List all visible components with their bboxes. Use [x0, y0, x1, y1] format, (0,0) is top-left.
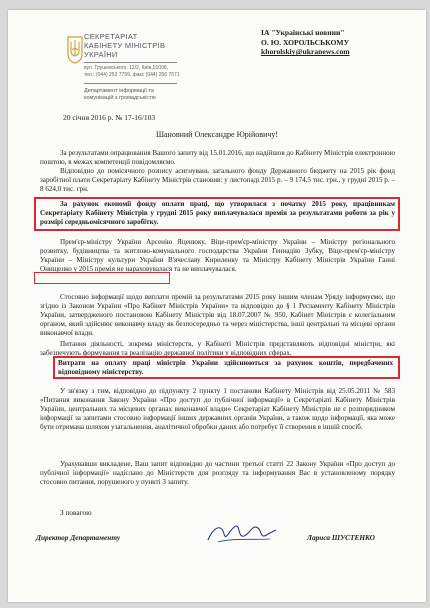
address-block — [84, 65, 180, 78]
org-line: КАБІНЕТУ МІНІСТРІВ — [84, 41, 166, 50]
highlight-box — [34, 272, 170, 284]
paragraph: Прем'єр-міністру України Арсенію Яценюку, Віце-прем'єр-міністру України – Міністру регіонального розвитку, будівництва та житлово-комунального господарства України Геннадію Зубку, Віце-прем'єр-міністру України – Міністру культури України В'ячеславу Кириленку та Міністру Кабінету Міністрів України Ганні Онищенко у 2015 премія не нараховувалася та не виплачувалася. — [40, 238, 395, 273]
greeting: Шановний Олександре Юрійовичу! — [155, 130, 279, 139]
signer-name: Лариса ШУСТЕНКО — [307, 533, 375, 542]
paragraph: Стосовно інформації щодо виплати премій за результатами 2015 року іншим членам Уряду інформуємо, що згідно із Законом України «Про Кабінет Міністрів України» та відповідно до § 1 Регламенту Кабінету Міністрів України, затвердженого постановою Кабінету Міністрів від 18.07.2007 № 950, Кабінет Міністрів є колегіальним органом, який здійснює виконавчу владу як безпосередньо та через міністерства, інші центральні та місцеві органи виконавчої влади. — [40, 293, 395, 337]
org-line: СЕКРЕТАРІАТ — [84, 32, 138, 41]
divider — [84, 83, 177, 84]
document-page — [8, 10, 426, 602]
paragraph: Урахувавши викладене, Ваш запит відповідно до частини третьої статті 22 Закону України «Про доступ до публічної інформації» надіслано до Міністерств для розгляду та інформування Вас в установленому порядку стосовно питання, порушеного у пункті 3 запиту. — [40, 460, 395, 486]
paragraph: Відповідно до помісячного розпису асигнувань загального фонду Державного бюджету на 2015 рік фонд заробітної плати Секретаріату Кабінету Міністрів становив: у листопаді 2015 р. – 9 174,5 тис. грн., у грудні 2015 р. – 8 624,0 тис. грн. — [40, 167, 395, 193]
organization-name — [84, 32, 165, 59]
registration-number: 20 січня 2016 р. № 17-16/103 — [63, 113, 156, 122]
recipient-block — [261, 28, 350, 57]
address-line: тел.: (044) 253 7799, факс (044) 256 7671 — [84, 71, 180, 78]
paragraph: Питання діяльності, зокрема міністерств, у Кабінеті Міністрів представляють відповідні міністри, які забезпечують формування та реалізацію державної політики у відповідних сферах. — [40, 340, 395, 357]
trident-emblem-icon — [66, 34, 84, 64]
signer-position: Директор Департаменту — [36, 533, 121, 542]
recipient-line: О. Ю. ХОРОЛЬСЬКОМУ — [261, 37, 350, 47]
closing: З повагою — [60, 508, 92, 517]
paragraph: У зв'язку з тим, відповідно до підпункту 2 пункту 1 постанови Кабінету Міністрів від 25.05.2011 № 583 «Питання виконання Закону України «Про доступ до публічної інформації» в Секретаріаті Кабінету Міністрів України, центральних та місцевих органах виконавчої влади» Секретаріат Кабінету Міністрів не є розпорядником інформації за запитами стосовно інформації інших державних органів України, а також щодо інформації, яка може бути отримана шляхом узагальнення, аналітичної обробки даних або потребує її створення в іншій спосіб. — [40, 387, 395, 431]
divider — [84, 62, 177, 63]
paragraph-highlighted: Витрати на оплату праці міністрів України здійснюються за рахунок коштів, передбачених відповідному міністерству. — [58, 359, 393, 376]
handwritten-signature-icon — [204, 520, 280, 546]
department-block — [84, 88, 156, 102]
dept-line: комунікацій з громадськістю — [84, 95, 156, 101]
paragraph: За результатами опрацювання Вашого запиту від 15.01.2016, що надійшов до Кабінету Міністрів електронною поштою, в межах компетенції повідомляємо. — [40, 149, 395, 166]
dept-line: Департамент інформації та — [84, 88, 154, 94]
recipient-line: ІА "Українські новини" — [261, 28, 345, 37]
recipient-email: khorolskiy@ukranews.com — [261, 47, 350, 57]
org-line: УКРАЇНИ — [84, 50, 118, 59]
address-line: вул. Грушевського, 12/2, Київ,01008, — [84, 65, 169, 71]
paragraph-highlighted: За рахунок економії фонду оплати праці, що утворилася з початку 2015 року, працівникам Секретаріату Кабінету Міністрів у грудні 2015 року виплачувалася премія за результатами роботи за рік у розмірі середньомісячного заробітку. — [40, 200, 395, 226]
